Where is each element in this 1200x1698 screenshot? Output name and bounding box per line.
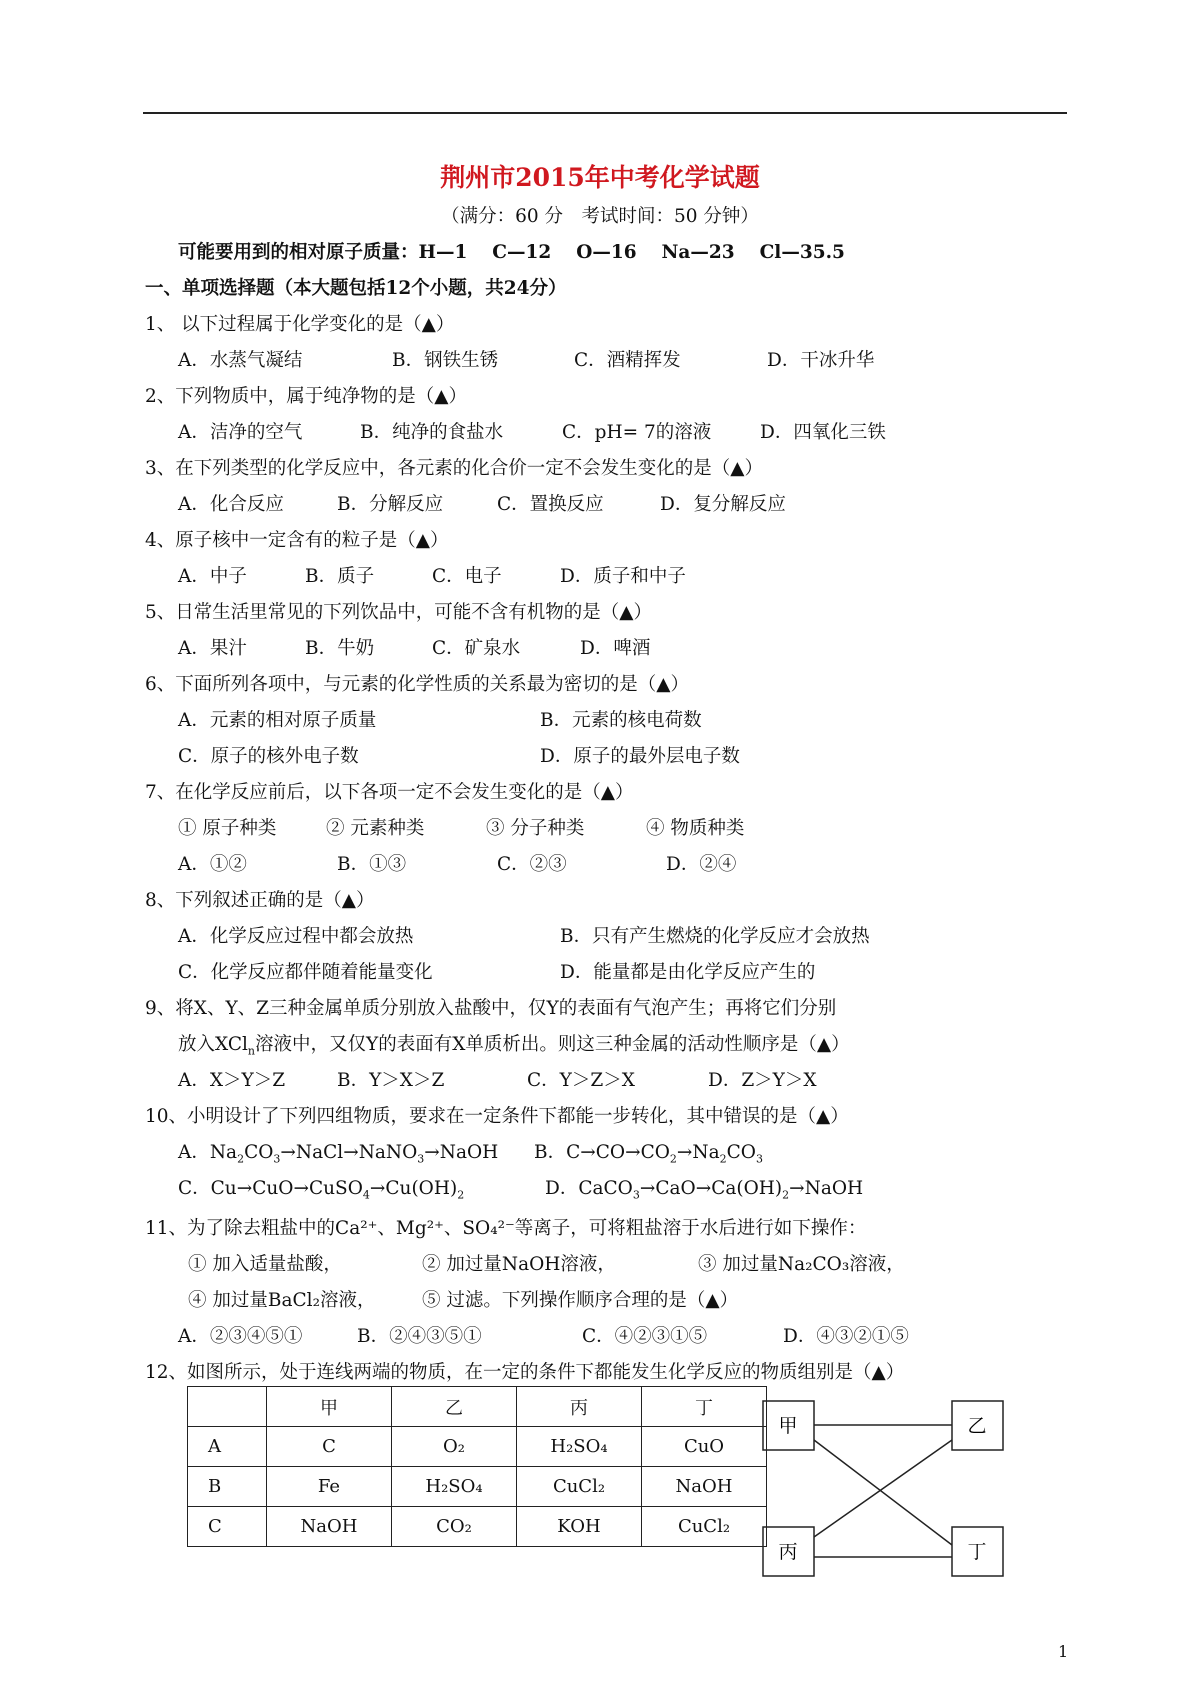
- q11-option-d: D．④③②①⑤: [783, 1326, 909, 1347]
- q11-op2: ② 加过量NaOH溶液，: [422, 1254, 616, 1275]
- q7-item-1: ① 原子种类: [178, 818, 277, 839]
- q4-option-c: C．电子: [432, 566, 502, 587]
- q3-option-d: D．复分解反应: [660, 494, 786, 515]
- q4-option-d: D．质子和中子: [560, 566, 686, 587]
- diagram-line-bing-yi: [814, 1440, 952, 1537]
- q4-option-a: A．中子: [178, 566, 247, 587]
- q1-stem: 1、 以下过程属于化学变化的是（▲）: [145, 314, 455, 335]
- q7-stem: 7、在化学反应前后，以下各项一定不会发生变化的是（▲）: [145, 782, 634, 803]
- q12-table: [187, 1386, 767, 1547]
- q8-option-a: A．化学反应过程中都会放热: [178, 926, 414, 947]
- q7-option-b: B．①③: [337, 854, 407, 875]
- q5-option-c: C．矿泉水: [432, 638, 521, 659]
- table-row: [188, 1427, 767, 1467]
- table-cell: CO₂: [392, 1507, 517, 1547]
- q9-stem-line1: 9、将X、Y、Z三种金属单质分别放入盐酸中，仅Y的表面有气泡产生；再将它们分别: [145, 998, 837, 1019]
- q11-option-a: A．②③④⑤①: [178, 1326, 303, 1347]
- q2-option-d: D．四氧化三铁: [760, 422, 886, 443]
- q11-op3: ③ 加过量Na₂CO₃溶液，: [698, 1254, 905, 1275]
- q11-op4: ④ 加过量BaCl₂溶液，: [188, 1290, 376, 1311]
- table-header-cell: 甲: [267, 1387, 392, 1427]
- table-cell: O₂: [392, 1427, 517, 1467]
- top-rule: [143, 112, 1067, 114]
- table-header-cell: 丙: [517, 1387, 642, 1427]
- q5-option-d: D．啤酒: [580, 638, 651, 659]
- table-cell: CuO: [642, 1427, 767, 1467]
- q1-option-c: C．酒精挥发: [574, 350, 681, 371]
- page-number: 1: [1058, 1642, 1069, 1661]
- table-row: [188, 1467, 767, 1507]
- atomic-masses: 可能要用到的相对原子质量：H—1 C—12 O—16 Na—23 Cl—35.5: [178, 242, 845, 263]
- q12-stem: 12、如图所示，处于连线两端的物质，在一定的条件下都能发生化学反应的物质组别是（▲）: [145, 1362, 905, 1383]
- q5-option-b: B．牛奶: [305, 638, 375, 659]
- q2-stem: 2、下列物质中，属于纯净物的是（▲）: [145, 386, 467, 407]
- q2-option-b: B．纯净的食盐水: [360, 422, 504, 443]
- q8-option-d: D．能量都是由化学反应产生的: [560, 962, 816, 983]
- q5-option-a: A．果汁: [178, 638, 247, 659]
- q9-stem-line2: 放入XCl$_n$溶液中，又仅Y的表面有X单质析出。则这三种金属的活动性顺序是（▲）: [178, 1034, 850, 1058]
- q9-option-a: A．X＞Y＞Z: [178, 1070, 286, 1091]
- q10-option-a: A．$Na_2CO_3\to NaCl\to NaNO_3\to NaOH$: [178, 1142, 499, 1166]
- q3-option-b: B．分解反应: [337, 494, 444, 515]
- q3-stem: 3、在下列类型的化学反应中，各元素的化合价一定不会发生变化的是（▲）: [145, 458, 764, 479]
- q7-option-d: D．②④: [666, 854, 737, 875]
- q11-stem: 11、为了除去粗盐中的Ca²⁺、Mg²⁺、SO₄²⁻等离子，可将粗盐溶于水后进行如下操作：: [145, 1218, 867, 1239]
- table-header-cell: 丁: [642, 1387, 767, 1427]
- q11-option-c: C．④②③①⑤: [582, 1326, 708, 1347]
- table-cell: KOH: [517, 1507, 642, 1547]
- table-header-cell: 乙: [392, 1387, 517, 1427]
- q10-option-b: B．$C\to CO\to CO_2\to Na_2CO_3$: [534, 1142, 763, 1166]
- table-header-cell: [188, 1387, 267, 1427]
- q2-option-c: C．pH= 7的溶液: [562, 422, 712, 443]
- q11-option-b: B．②④③⑤①: [357, 1326, 482, 1347]
- q7-option-c: C．②③: [497, 854, 567, 875]
- table-cell: H₂SO₄: [392, 1467, 517, 1507]
- q5-stem: 5、日常生活里常见的下列饮品中，可能不含有机物的是（▲）: [145, 602, 652, 623]
- table-cell: NaOH: [642, 1467, 767, 1507]
- diagram-label-jia: 甲: [778, 1415, 798, 1437]
- q7-item-4: ④ 物质种类: [646, 818, 745, 839]
- q8-stem: 8、下列叙述正确的是（▲）: [145, 890, 375, 911]
- q10-option-c: C．$Cu\to CuO\to CuSO_4\to Cu(OH)_2$: [178, 1178, 465, 1202]
- q10-stem: 10、小明设计了下列四组物质，要求在一定条件下都能一步转化，其中错误的是（▲）: [145, 1106, 849, 1127]
- q8-option-b: B．只有产生燃烧的化学反应才会放热: [560, 926, 870, 947]
- q10-option-d: D．$CaCO_3\to CaO\to Ca(OH)_2\to NaOH$: [545, 1178, 864, 1202]
- q11-op5: ⑤ 过滤。下列操作顺序合理的是（▲）: [422, 1290, 739, 1311]
- q3-option-c: C．置换反应: [497, 494, 604, 515]
- q9-option-b: B．Y＞X＞Z: [337, 1070, 445, 1091]
- q3-option-a: A．化合反应: [178, 494, 284, 515]
- q6-option-c: C．原子的核外电子数: [178, 746, 359, 767]
- q7-option-a: A．①②: [178, 854, 247, 875]
- section-heading: 一、单项选择题（本大题包括12个小题，共24分）: [145, 278, 567, 299]
- diagram-label-ding: 丁: [967, 1541, 987, 1563]
- q4-stem: 4、原子核中一定含有的粒子是（▲）: [145, 530, 449, 551]
- diagram-label-bing: 丙: [778, 1541, 798, 1563]
- q6-option-d: D．原子的最外层电子数: [540, 746, 740, 767]
- page-title: 荆州市2015年中考化学试题: [440, 163, 760, 192]
- q1-option-d: D．干冰升华: [767, 350, 875, 371]
- table-cell: C: [267, 1427, 392, 1467]
- q6-option-b: B．元素的核电荷数: [540, 710, 702, 731]
- table-cell: NaOH: [267, 1507, 392, 1547]
- q7-item-2: ② 元素种类: [326, 818, 425, 839]
- q11-op1: ① 加入适量盐酸，: [188, 1254, 342, 1275]
- q1-option-b: B．钢铁生锈: [392, 350, 499, 371]
- exam-info: （满分：60 分 考试时间：50 分钟）: [441, 206, 759, 227]
- diagram-line-jia-ding: [814, 1440, 952, 1545]
- diagram-label-yi: 乙: [967, 1415, 987, 1437]
- q9-option-c: C．Y＞Z＞X: [527, 1070, 635, 1091]
- table-header-row: [188, 1387, 767, 1427]
- table-cell: CuCl₂: [517, 1467, 642, 1507]
- table-cell: A: [188, 1427, 267, 1467]
- q1-option-a: A．水蒸气凝结: [178, 350, 303, 371]
- table-cell: Fe: [267, 1467, 392, 1507]
- q7-item-3: ③ 分子种类: [486, 818, 585, 839]
- q6-option-a: A．元素的相对原子质量: [178, 710, 377, 731]
- table-cell: B: [188, 1467, 267, 1507]
- q6-stem: 6、下面所列各项中，与元素的化学性质的关系最为密切的是（▲）: [145, 674, 690, 695]
- table-cell: C: [188, 1507, 267, 1547]
- reaction-diagram: [762, 1400, 1017, 1580]
- q9-option-d: D．Z＞Y＞X: [708, 1070, 817, 1091]
- table-cell: H₂SO₄: [517, 1427, 642, 1467]
- q2-option-a: A．洁净的空气: [178, 422, 303, 443]
- q4-option-b: B．质子: [305, 566, 375, 587]
- table-cell: CuCl₂: [642, 1507, 767, 1547]
- table-row: [188, 1507, 767, 1547]
- q8-option-c: C．化学反应都伴随着能量变化: [178, 962, 433, 983]
